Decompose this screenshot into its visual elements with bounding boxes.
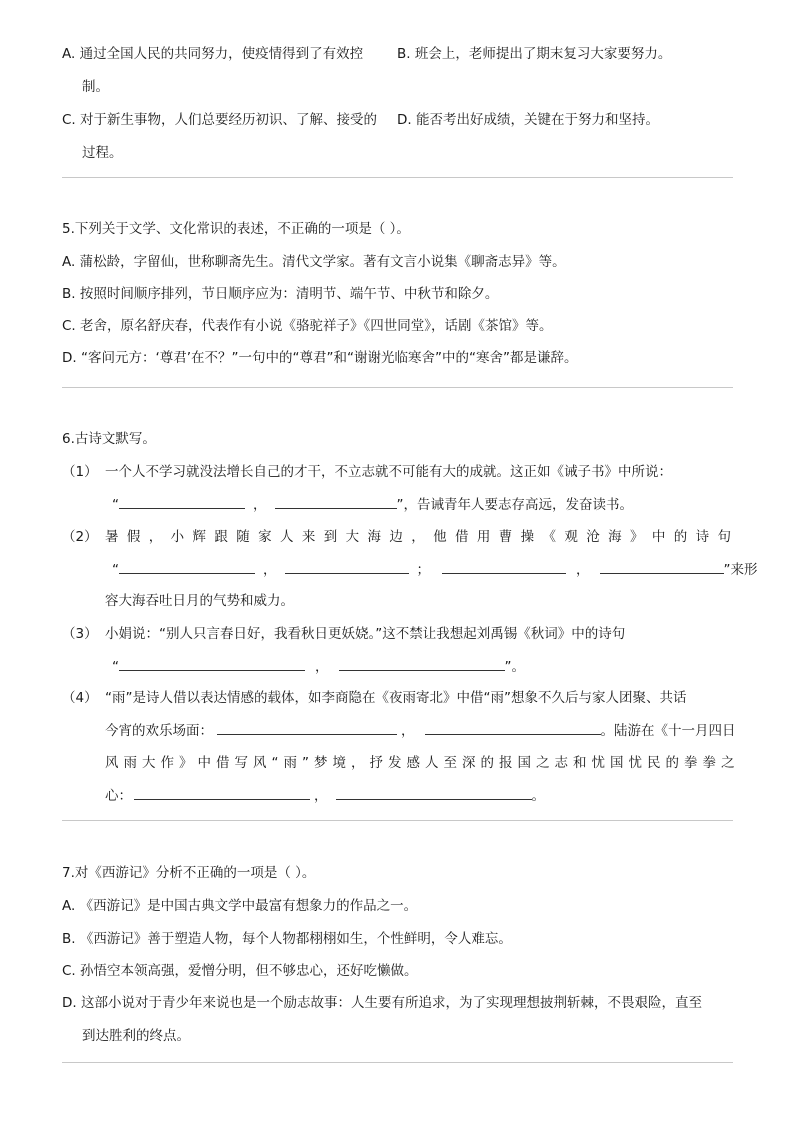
answer-blank[interactable]	[119, 561, 255, 574]
text-char: 忧	[628, 755, 642, 771]
divider	[62, 177, 733, 178]
text-char: 抒	[369, 755, 383, 771]
text-char: 至	[443, 755, 457, 771]
text-char: 梦	[314, 755, 328, 771]
divider	[62, 1062, 733, 1063]
text-char: ，	[411, 529, 425, 545]
divider	[62, 820, 733, 821]
q6-part2-answer-line: “ ， ； ， ”来形	[112, 562, 758, 578]
text-char: 暑	[105, 529, 119, 545]
text-char: 的	[665, 755, 679, 771]
text-char: 操	[520, 529, 535, 545]
text-char: 之	[721, 755, 735, 771]
text-char: 海	[367, 529, 381, 545]
text-char: 民	[647, 755, 661, 771]
q5-option-d: D. “客问元方：‘尊君’在不？”一句中的“尊君”和“谢谢光临寒舍”中的“寒舍”都是谦辞。	[62, 350, 578, 366]
text-char: 辉	[192, 529, 206, 545]
text-char: 《	[542, 529, 556, 545]
q6-part4-line4: 心： ， 。	[105, 788, 545, 804]
text-char: 沧	[586, 529, 600, 545]
answer-blank[interactable]	[285, 561, 409, 574]
text-char: 境	[332, 755, 346, 771]
text-char: 诗	[695, 529, 710, 545]
q4-option-d: D. 能否考出好成绩，关键在于努力和坚持。	[397, 112, 659, 128]
text-char: 借	[455, 529, 469, 545]
text-char: 雨	[123, 755, 137, 771]
text-char: 大	[142, 755, 156, 771]
q7-option-a: A. 《西游记》是中国古典文学中最富有想象力的作品之一。	[62, 898, 418, 914]
answer-blank[interactable]	[442, 561, 566, 574]
q6-part4-line3	[105, 755, 735, 771]
text-char: 作	[160, 755, 174, 771]
text-char: 》	[179, 755, 193, 771]
text-char: 风	[253, 755, 267, 771]
q6-part4-number: （4）	[62, 690, 98, 706]
text-char: 之	[536, 755, 550, 771]
answer-blank[interactable]	[217, 722, 397, 735]
text-char: 风	[105, 755, 119, 771]
text-char: 来	[301, 529, 316, 545]
text-char: “	[271, 755, 279, 771]
text-char: 志	[554, 755, 568, 771]
q6-stem: 6.古诗文默写。	[62, 431, 156, 447]
text-char: 和	[573, 755, 587, 771]
q4-option-a-line1: A. 通过全国人民的共同努力，使疫情得到了有效控	[62, 46, 364, 62]
q6-part2-line3: 容大海吞吐日月的气势和威力。	[105, 593, 294, 609]
q6-part4-line2: 今宵的欢乐场面： ， 。陆游在《十一月四日	[105, 723, 736, 739]
text-char: 拳	[702, 755, 716, 771]
text-char: 到	[323, 529, 338, 545]
q6-part1-number: （1）	[62, 464, 98, 480]
text-char: ”	[302, 755, 309, 771]
q5-option-c: C. 老舍，原名舒庆春，代表作有小说《骆驼祥子》《四世同堂》，话剧《茶馆》等。	[62, 318, 553, 334]
q7-option-d-line1: D. 这部小说对于青少年来说也是一个励志故事：人生要有所追求，为了实现理想披荆斩棘，不畏艰险，直至	[62, 995, 702, 1011]
q6-part4-line1: “雨”是诗人借以表达情感的载体，如李商隐在《夜雨寄北》中借“雨”想象不久后与家人团聚、共话	[105, 690, 687, 706]
answer-blank[interactable]	[425, 722, 601, 735]
answer-blank[interactable]	[119, 496, 245, 509]
text-char: 假	[126, 529, 141, 545]
q4-option-c-line1: C. 对于新生事物，人们总要经历初识、了解、接受的	[62, 112, 378, 128]
q6-part3-answer-line: “ ， ”。	[112, 659, 525, 675]
text-char: 人	[425, 755, 439, 771]
text-char: 海	[608, 529, 622, 545]
q4-option-a-line2: 制。	[82, 79, 109, 95]
q7-stem: 7.对《西游记》分析不正确的一项是（ ）。	[62, 865, 316, 881]
answer-blank[interactable]	[339, 658, 505, 671]
text-char: 用	[476, 529, 491, 545]
q6-part2-text	[105, 529, 731, 545]
text-char: 发	[388, 755, 402, 771]
text-char: ，	[351, 755, 365, 771]
answer-blank[interactable]	[336, 787, 532, 800]
text-char: 忧	[591, 755, 605, 771]
text-char: 随	[236, 529, 250, 545]
text-char: 跟	[214, 529, 228, 545]
text-char: 观	[564, 529, 578, 545]
text-char: 感	[406, 755, 420, 771]
answer-blank[interactable]	[134, 787, 310, 800]
q7-option-d-line2: 到达胜利的终点。	[82, 1028, 190, 1044]
text-char: 大	[345, 529, 360, 545]
text-char: 借	[216, 755, 230, 771]
text-char: 小	[170, 529, 185, 545]
text-char: 中	[651, 529, 666, 545]
q4-option-c-line2: 过程。	[82, 145, 123, 161]
text-char: 雨	[283, 755, 297, 771]
text-char: 句	[717, 529, 731, 545]
text-char: 他	[433, 529, 447, 545]
text-char: 家	[258, 529, 272, 545]
text-char: 写	[234, 755, 248, 771]
text-char: 拳	[684, 755, 698, 771]
text-char: 的	[673, 529, 688, 545]
q7-option-c: C. 孙悟空本领高强，爱憎分明，但不够忠心，还好吃懒做。	[62, 963, 418, 979]
text-char: 曹	[498, 529, 513, 545]
text-char: 》	[630, 529, 644, 545]
answer-blank[interactable]	[600, 561, 724, 574]
q6-part2-number: （2）	[62, 529, 98, 545]
answer-blank[interactable]	[119, 658, 305, 671]
q5-option-b: B. 按照时间顺序排列，节日顺序应为：清明节、端午节、中秋节和除夕。	[62, 286, 499, 302]
q6-part1-text: 一个人不学习就没法增长自己的才干，不立志就不可能有大的成就。这正如《诫子书》中所说：	[105, 464, 672, 480]
q6-part1-answer-line: “ ， ”，告诫青年人要志存高远，发奋读书。	[112, 497, 633, 513]
text-char: 国	[610, 755, 624, 771]
answer-blank[interactable]	[275, 496, 397, 509]
q5-stem: 5.下列关于文学、文化常识的表述，不正确的一项是（ ）。	[62, 221, 410, 237]
text-char: 中	[197, 755, 211, 771]
q5-option-a: A. 蒲松龄，字留仙，世称聊斋先生。清代文学家。著有文言小说集《聊斋志异》等。	[62, 254, 566, 270]
text-char: 深	[462, 755, 476, 771]
q6-part3-number: （3）	[62, 626, 98, 642]
q4-option-b: B. 班会上，老师提出了期末复习大家要努力。	[397, 46, 672, 62]
q6-part3-text: 小娟说：“别人只言春日好，我看秋日更妖娆。”这不禁让我想起刘禹锡《秋词》中的诗句	[105, 626, 626, 642]
text-char: ，	[148, 529, 163, 545]
text-char: 边	[389, 529, 403, 545]
q7-option-b: B. 《西游记》善于塑造人物，每个人物都栩栩如生，个性鲜明，令人难忘。	[62, 931, 512, 947]
text-char: 人	[280, 529, 294, 545]
divider	[62, 387, 733, 388]
text-char: 报	[499, 755, 513, 771]
text-char: 的	[480, 755, 494, 771]
text-char: 国	[517, 755, 531, 771]
